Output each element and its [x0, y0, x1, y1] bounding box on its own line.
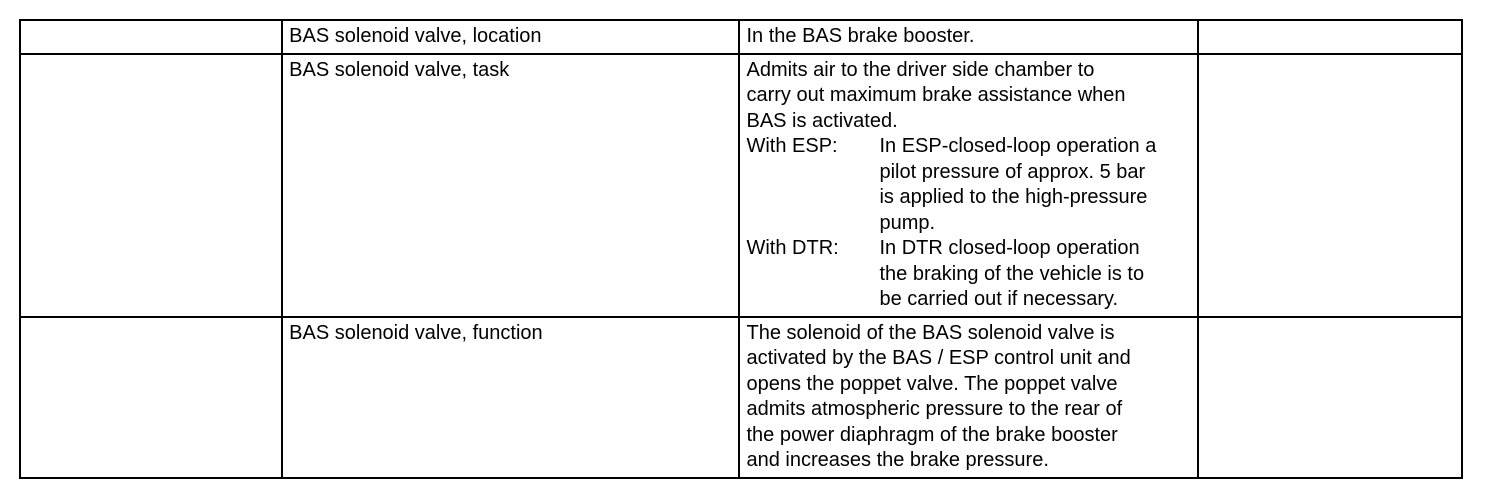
table-cell-empty-left — [20, 20, 282, 54]
description-line: carry out maximum brake assistance when — [746, 84, 1126, 106]
table-cell-empty-right — [1198, 20, 1462, 54]
table-row — [20, 317, 1462, 478]
condition-label: With DTR: — [746, 237, 839, 259]
table-cell-empty-right — [1198, 317, 1462, 478]
condition-line: be carried out if necessary. — [879, 288, 1119, 310]
description-line: and increases the brake pressure. — [746, 449, 1049, 471]
description-line: activated by the BAS / ESP control unit and — [746, 347, 1131, 369]
table-cell-empty-left — [20, 54, 282, 317]
condition-line: pilot pressure of approx. 5 bar — [879, 160, 1146, 183]
description-line: Admits air to the driver side chamber to — [746, 58, 1095, 81]
description-line: the power diaphragm of the brake booster — [746, 423, 1118, 446]
table-cell-description: In the BAS brake booster. — [739, 20, 1197, 54]
condition-line: In ESP-closed-loop operation a — [879, 135, 1157, 157]
condition-text — [879, 236, 1190, 313]
table-cell-empty-left — [20, 317, 282, 478]
description-line: opens the poppet valve. The poppet valve — [746, 372, 1118, 395]
table-cell-description — [739, 317, 1197, 478]
condition-esp — [746, 134, 1190, 236]
table-cell-empty-right — [1198, 54, 1462, 317]
description-line: BAS is activated. — [746, 109, 898, 132]
table-row — [20, 20, 1462, 54]
condition-line: pump. — [879, 211, 936, 234]
table-cell-label: BAS solenoid valve, function — [282, 317, 739, 478]
condition-line: is applied to the high-pressure — [879, 186, 1148, 208]
component-description-table — [19, 19, 1463, 479]
condition-text — [879, 134, 1190, 236]
condition-label: With ESP: — [746, 135, 838, 157]
description-line: The solenoid of the BAS solenoid valve is — [746, 321, 1115, 344]
table-cell-label: BAS solenoid valve, location — [282, 20, 739, 54]
condition-line: In DTR closed-loop operation — [879, 237, 1140, 259]
condition-dtr — [746, 236, 1190, 313]
description-line: admits atmospheric pressure to the rear of — [746, 398, 1123, 420]
table-cell-description — [739, 54, 1197, 317]
condition-line: the braking of the vehicle is to — [879, 262, 1145, 285]
table-row — [20, 54, 1462, 317]
table-cell-label: BAS solenoid valve, task — [282, 54, 739, 317]
